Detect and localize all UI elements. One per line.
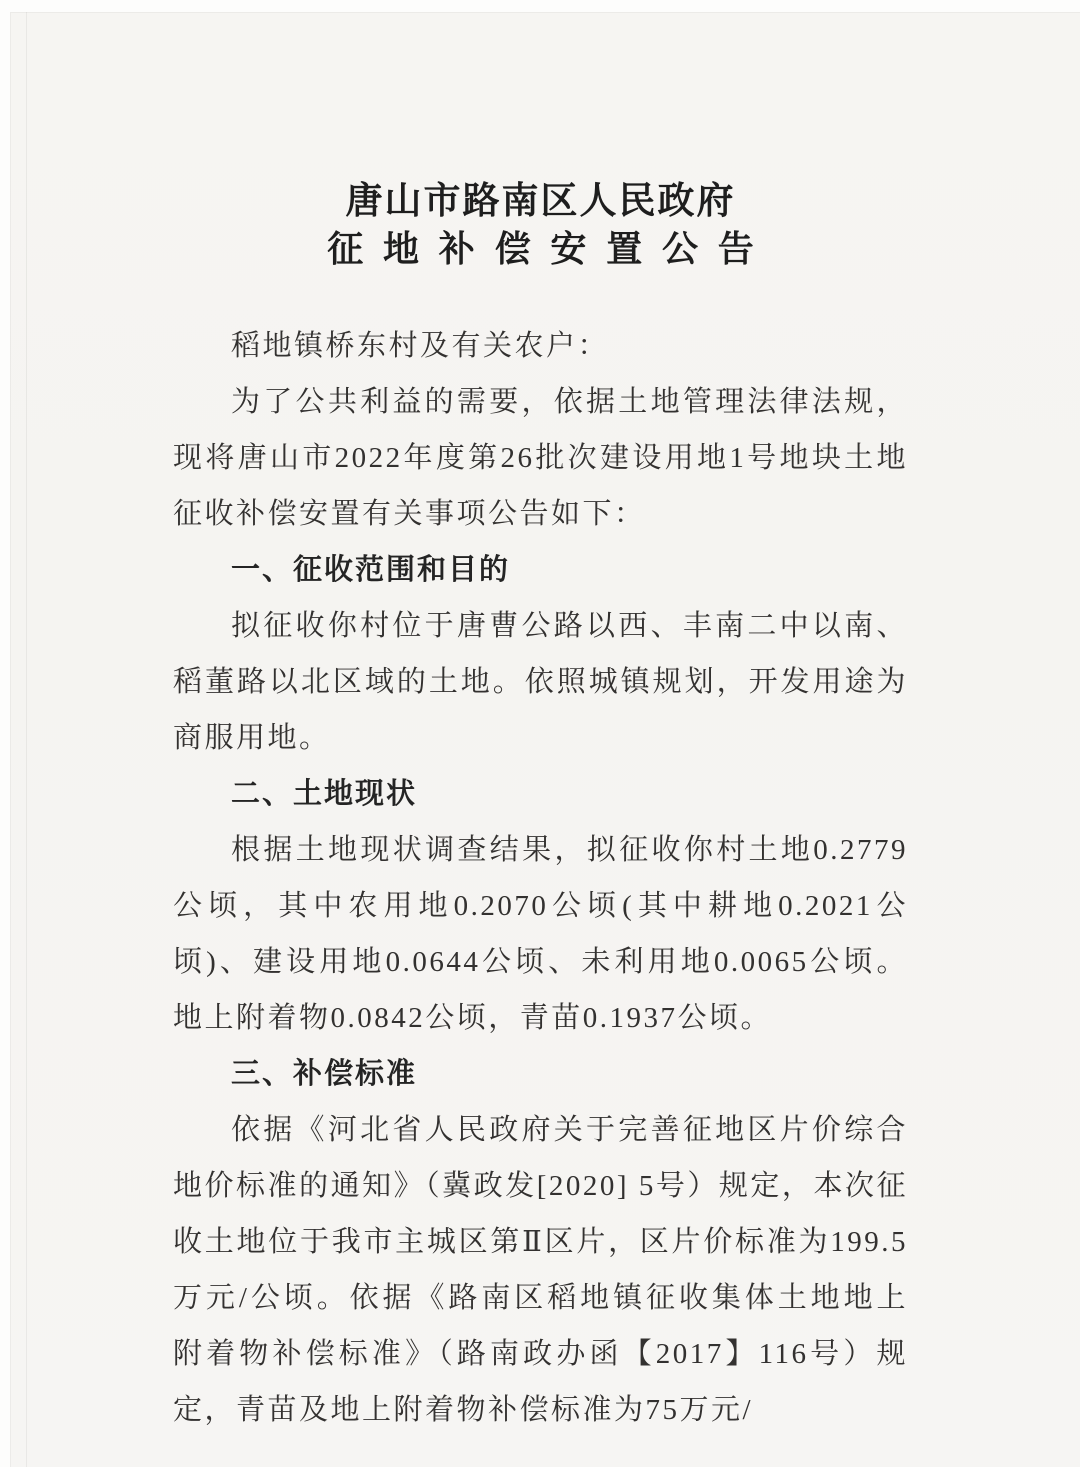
salutation: 稻地镇桥东村及有关农户： — [231, 330, 610, 362]
body-paragraph-compensation-standard: 依据《河北省人民政府关于完善征地区片价综合地价标准的通知》（冀政发[2020] 5号）规定，本次征收土地位于我市主城区第Ⅱ区片，区片价标准为199.5万元/公顷。依据《路南区稻地镇征收集体土地地上附着物补偿标准》（路南政办函【2017】116号）规定，青苗及地上附着物补偿标准为75万元/ — [173, 1114, 908, 1426]
paper-edge-line — [26, 12, 27, 1467]
section-heading-2: 二、土地现状 — [231, 778, 418, 810]
body-paragraph-scope: 拟征收你村位于唐曹公路以西、丰南二中以南、稻董路以北区域的土地。依照城镇规划，开发用途为商服用地。 — [173, 610, 908, 754]
section-heading-3: 三、补偿标准 — [231, 1058, 418, 1090]
section-heading-1: 一、征收范围和目的 — [231, 554, 511, 586]
document-content — [173, 178, 908, 1438]
document-subtitle: 征地补偿安置公告 — [327, 228, 774, 269]
document-title: 唐山市路南区人民政府 — [345, 180, 736, 221]
scanned-paper-page — [10, 12, 1080, 1467]
body-paragraph-land-status: 根据土地现状调查结果，拟征收你村土地0.2779公顷，其中农用地0.2070公顷(其中耕地0.2021公顷)、建设用地0.0644公顷、未利用地0.0065公顷。地上附着物0.0842公顷，青苗0.1937公顷。 — [173, 834, 908, 1034]
body-paragraph-intro: 为了公共利益的需要，依据土地管理法律法规，现将唐山市2022年度第26批次建设用地1号地块土地征收补偿安置有关事项公告如下： — [173, 386, 908, 530]
document-body — [173, 318, 908, 1438]
